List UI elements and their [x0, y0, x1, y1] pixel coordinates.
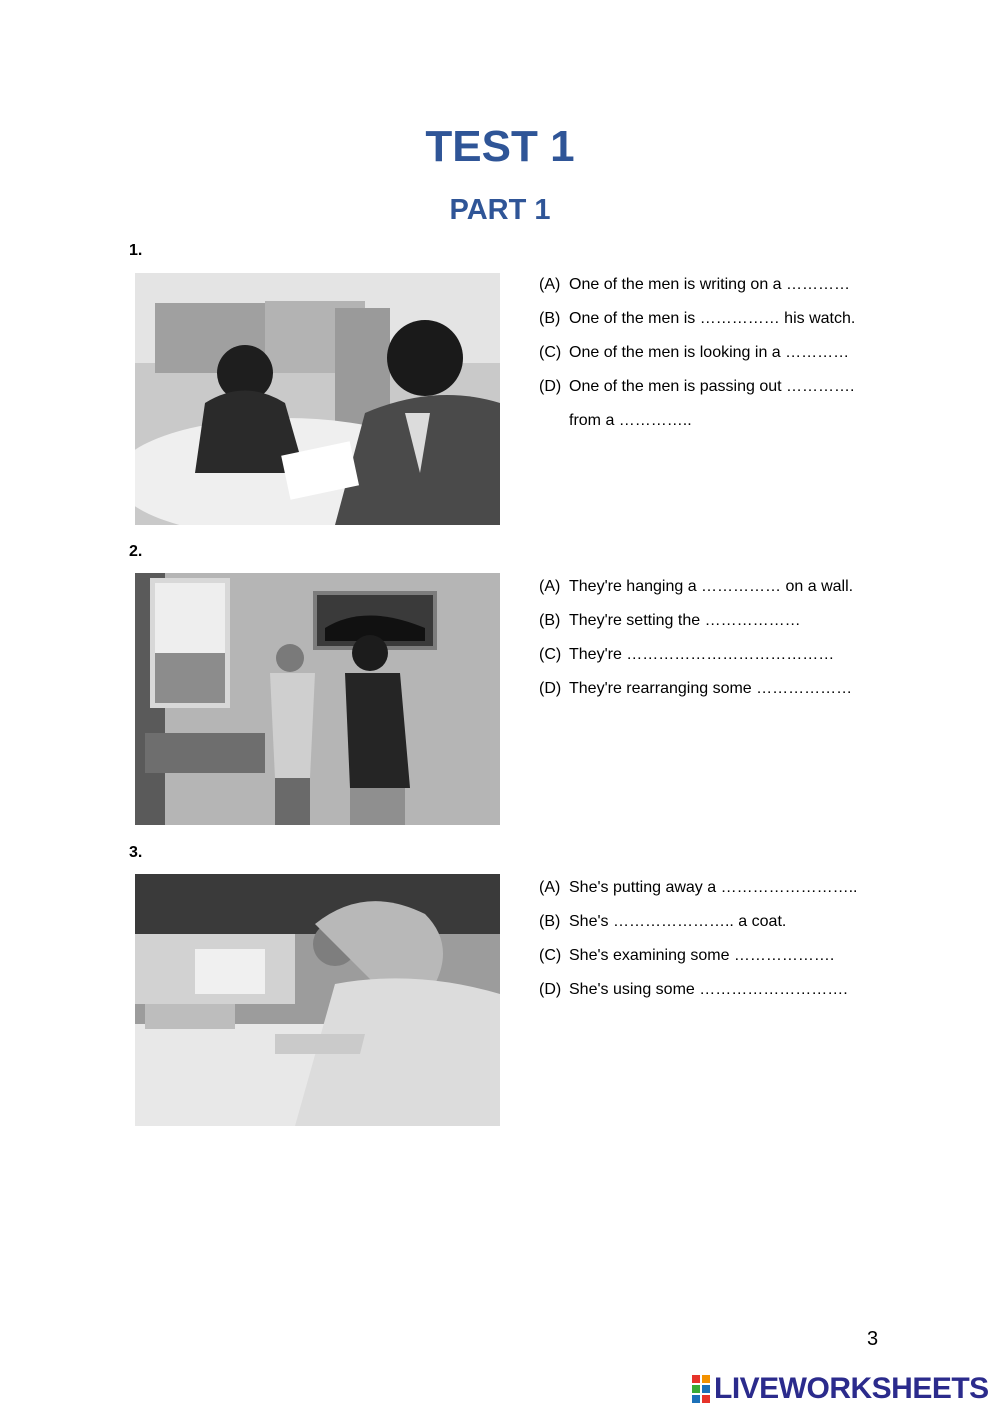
option-text: One of the men is passing out …………. — [569, 378, 855, 395]
answer-options — [539, 570, 853, 706]
option-text: They're rearranging some ……………… — [569, 680, 853, 697]
option-a — [539, 268, 855, 302]
part-heading: PART 1 — [449, 194, 551, 226]
page-number: 3 — [867, 1328, 879, 1350]
brand-name: LIVEWORKSHEETS — [714, 1372, 989, 1405]
option-text: One of the men is looking in a ………… — [569, 344, 850, 361]
option-d — [539, 370, 855, 404]
option-letter: (A) — [539, 276, 561, 293]
option-letter: (B) — [539, 913, 561, 930]
page-title: TEST 1 — [425, 122, 575, 171]
answer-options — [539, 268, 855, 438]
question-number: 2. — [129, 543, 143, 560]
question-number: 1. — [129, 242, 143, 259]
option-text: They're ………………………………… — [569, 646, 835, 663]
option-c — [539, 638, 853, 672]
option-text: One of the men is writing on a ………… — [569, 276, 850, 293]
liveworksheets-logo-icon — [692, 1375, 710, 1403]
question-number: 3. — [129, 844, 143, 861]
option-text: They're setting the ……………… — [569, 612, 801, 629]
option-text: She's ………………….. a coat. — [569, 913, 787, 930]
option-c — [539, 939, 857, 973]
option-text: She's using some ………………………. — [569, 981, 848, 998]
option-text: One of the men is …………… his watch. — [569, 310, 856, 327]
liveworksheets-brand[interactable] — [692, 1372, 989, 1406]
option-b — [539, 604, 853, 638]
option-d — [539, 973, 857, 1007]
option-b — [539, 905, 857, 939]
option-letter: (C) — [539, 947, 562, 964]
option-c — [539, 336, 855, 370]
option-letter: (A) — [539, 578, 561, 595]
hanging-picture-photo — [135, 573, 500, 825]
option-text: She's putting away a …………………….. — [569, 879, 858, 896]
option-b — [539, 302, 855, 336]
answer-options — [539, 871, 857, 1007]
option-letter: (A) — [539, 879, 561, 896]
option-letter: (D) — [539, 378, 562, 395]
meeting-photo — [135, 273, 500, 525]
option-letter: (B) — [539, 612, 561, 629]
option-text: from a ………….. — [569, 412, 692, 429]
option-a — [539, 871, 857, 905]
option-letter: (B) — [539, 310, 561, 327]
option-letter: (C) — [539, 646, 562, 663]
option-letter: (D) — [539, 981, 562, 998]
option-text: They're hanging a …………… on a wall. — [569, 578, 854, 595]
option-letter: (D) — [539, 680, 562, 697]
option-letter: (C) — [539, 344, 562, 361]
option-a — [539, 570, 853, 604]
option-d — [539, 672, 853, 706]
laboratory-photo — [135, 874, 500, 1126]
option-d-continued — [539, 404, 855, 438]
option-text: She's examining some ………………. — [569, 947, 835, 964]
